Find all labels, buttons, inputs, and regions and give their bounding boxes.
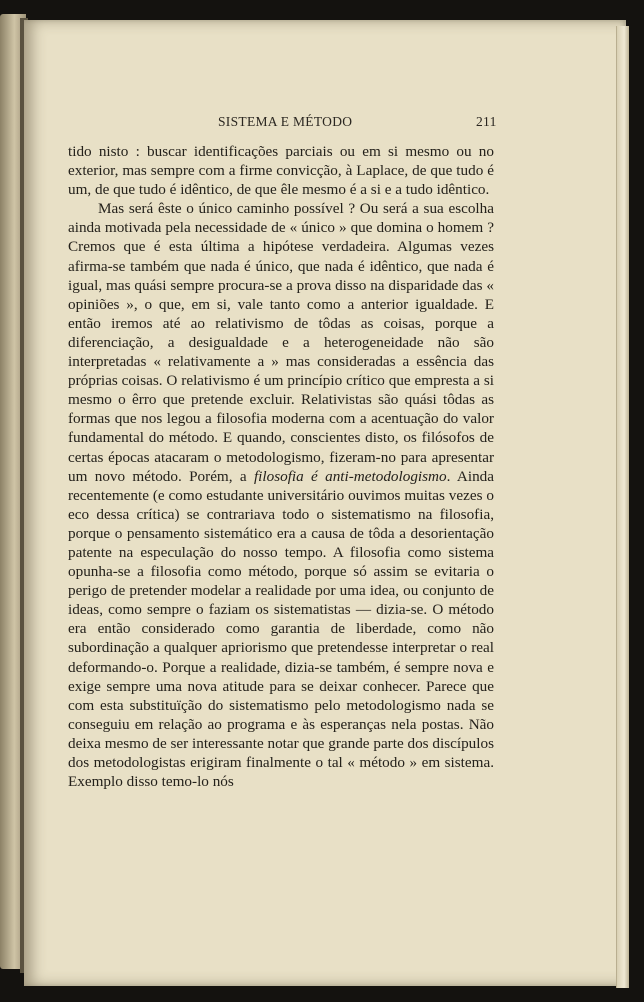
page-number: 211 <box>476 114 497 129</box>
paragraph-continuation: tido nisto : buscar identificações parciais ou em si mesmo ou no exterior, mas sempre com a firme convicção, à Laplace, de que tudo é um, de que tudo é idêntico, de que êle mesmo é a si e a tudo idêntico. <box>68 143 494 199</box>
page-header <box>0 114 644 134</box>
running-title: SISTEMA E MÉTODO <box>218 114 353 129</box>
paragraph-main: Mas será êste o único caminho possível ? Ou será a sua escolha ainda motivada pela necessidade de « único » que domina o homem ? Cremos que é esta última a hipótese verdadeira. Algumas vezes afirma-se também que nada é único, que nada é idêntico, que nada é igual, mas quási sempre procura-se a prova disso na disparidade das « opiniões », o que, em si, vale tanto como a anterior igualdade. E então iremos até ao relativismo de tôdas as coisas, porque a diferenciação, a desigualdade e a heterogeneidade não são interpretadas « relativamente a » mas consideradas a essência das próprias coisas. O relativismo é um princípio crítico que empresta a si mesmo o êrro que pretende excluir. Relativistas são quási tôdas as formas que nos legou a filosofia moderna com a acentuação do valor fundamental do método. E quando, conscientes disto, os filósofos de certas épocas atacaram o metodologismo, fizeram-no para apresentar um novo método. Porém, a filosofia é anti-metodologismo. Ainda recentemente (e como estudante universitário ouvimos muitas vezes o eco dessa crítica) se contrariava todo o sistematismo na filosofia, porque o pensamento sistemático era a causa de tôda a desorientação patente na especulação do nosso tempo. A filosofia como sistema opunha-se a filosofia como método, porque só assim se evitaria o perigo de pretender modelar a realidade por uma idea, ou conjunto de ideas, como sempre o faziam os sistematistas — dizia-se. O método era então considerado como garantia de liberdade, como não subordinação a qualquer apriorismo que pretendesse interpretar o real deformando-o. Porque a realidade, dizia-se também, é sempre nova e exige sempre uma nova atitude para se deixar conhecer. Parece que com esta substituïção do sistematismo pelo metodologismo nada se conseguiu em relação ao programa e às esperanças nela postas. Não deixa mesmo de ser interessante notar que grande parte dos discípulos dos metodologistas erigiram finalmente o tal « método » em sistema. Exemplo disso temo-lo nós <box>68 200 495 791</box>
italic-emphasis: filosofia é anti-metodologismo <box>253 467 447 485</box>
body-text <box>68 142 494 791</box>
page-stack-edge <box>616 26 629 988</box>
